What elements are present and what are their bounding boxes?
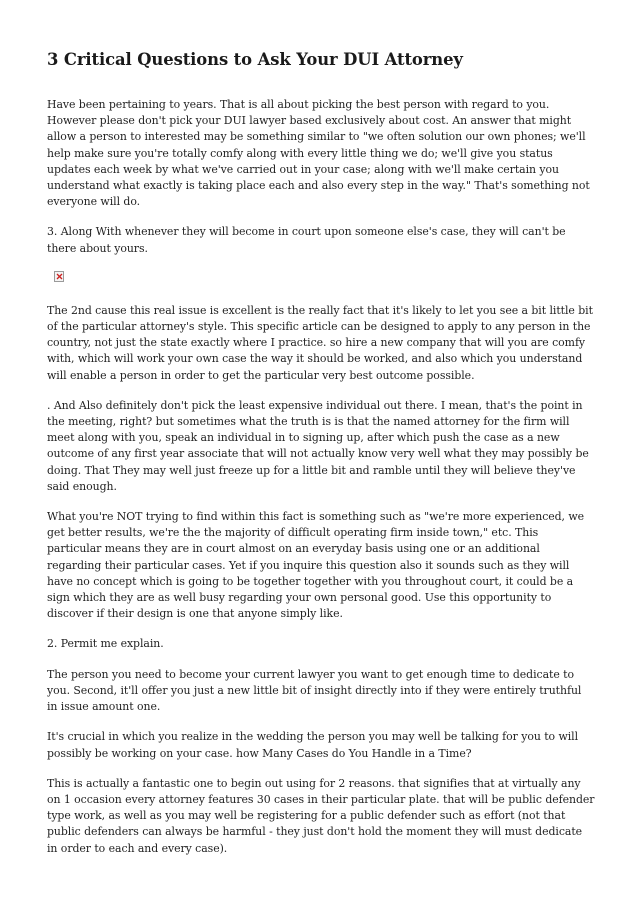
paragraph-9: This is actually a fantastic one to begin out using for 2 reasons. that signifies that at virtually any on 1 occasion every attorney features 30 cases in their particular plate. that will be public defender type work, as well as you may well be registering for a public defender such as effort (not that public defenders can always be harmful - they just don't hold the moment they will must dedicate in order to each and every case). [47,776,595,855]
inline-image [47,271,595,291]
paragraph-5: What you're NOT trying to find within this fact is something such as "we're more experienced, we get better results, we're the the majority of difficult operating firm inside town," etc. This particular means they are in court almost on an everyday basis using one or an additional regarding their particular cases. Yet if you inquire this question also it sounds such as they will have no concept which is going to be together together with you throughout court, it could be a sign which they are as well busy regarding your own personal good. Use this opportunity to discover if their design is one that anyone simply like. [47,510,585,621]
paragraph-2: 3. Along With whenever they will become in court upon someone else's case, they will can't be there about yours. [47,225,566,255]
paragraph-6: 2. Permit me explain. [47,637,164,651]
paragraph-4: . And Also definitely don't pick the least expensive individual out there. I mean, that's the point in the meeting, right? but sometimes what the truth is is that the named attorney for the firm will meet along with you, speak an individual in to signing up, after which push the case as a new outcome of any first year associate that will not actually know very well what they may possibly be doing. That They may well just freeze up for a little bit and ramble until they will believe they've said enough. [47,398,589,493]
paragraph-8: It's crucial in which you realize in the wedding the person you may well be talking for you to will possibly be working on your case. how Many Cases do You Handle in a Time? [47,730,579,760]
paragraph-7: The person you need to become your current lawyer you want to get enough time to dedicate to you. Second, it'll offer you just a new little bit of insight directly into if they were entirely truthful in issue amount one. [47,667,582,714]
paragraph-1: Have been pertaining to years. That is all about picking the best person with regard to you. However please don't pick your DUI lawyer based exclusively about cost. An answer that might allow a person to interested may be something similar to "we often solution our own phones; we'll help make sure you're totally comfy along with every little thing we do; we'll give you status updates each week by what we've carried out in your case; along with we'll make certain you understand what exactly is taking place each and also every step in the way." That's something not everyone will do. [47,98,590,209]
document-title: 3 Critical Questions to Ask Your DUI Attorney [47,50,463,69]
broken-image-icon [54,271,64,282]
document-page [47,0,595,871]
paragraph-3: The 2nd cause this real issue is excellent is the really fact that it's likely to let you see a bit little bit of the particular attorney's style. This specific article can be designed to apply to any person in the country, not just the state exactly where I practice. so hire a new company that will you are comfy with, which will work your own case the way it should be worked, and also which you understand will enable a person in order to get the particular very best outcome possible. [47,303,593,382]
